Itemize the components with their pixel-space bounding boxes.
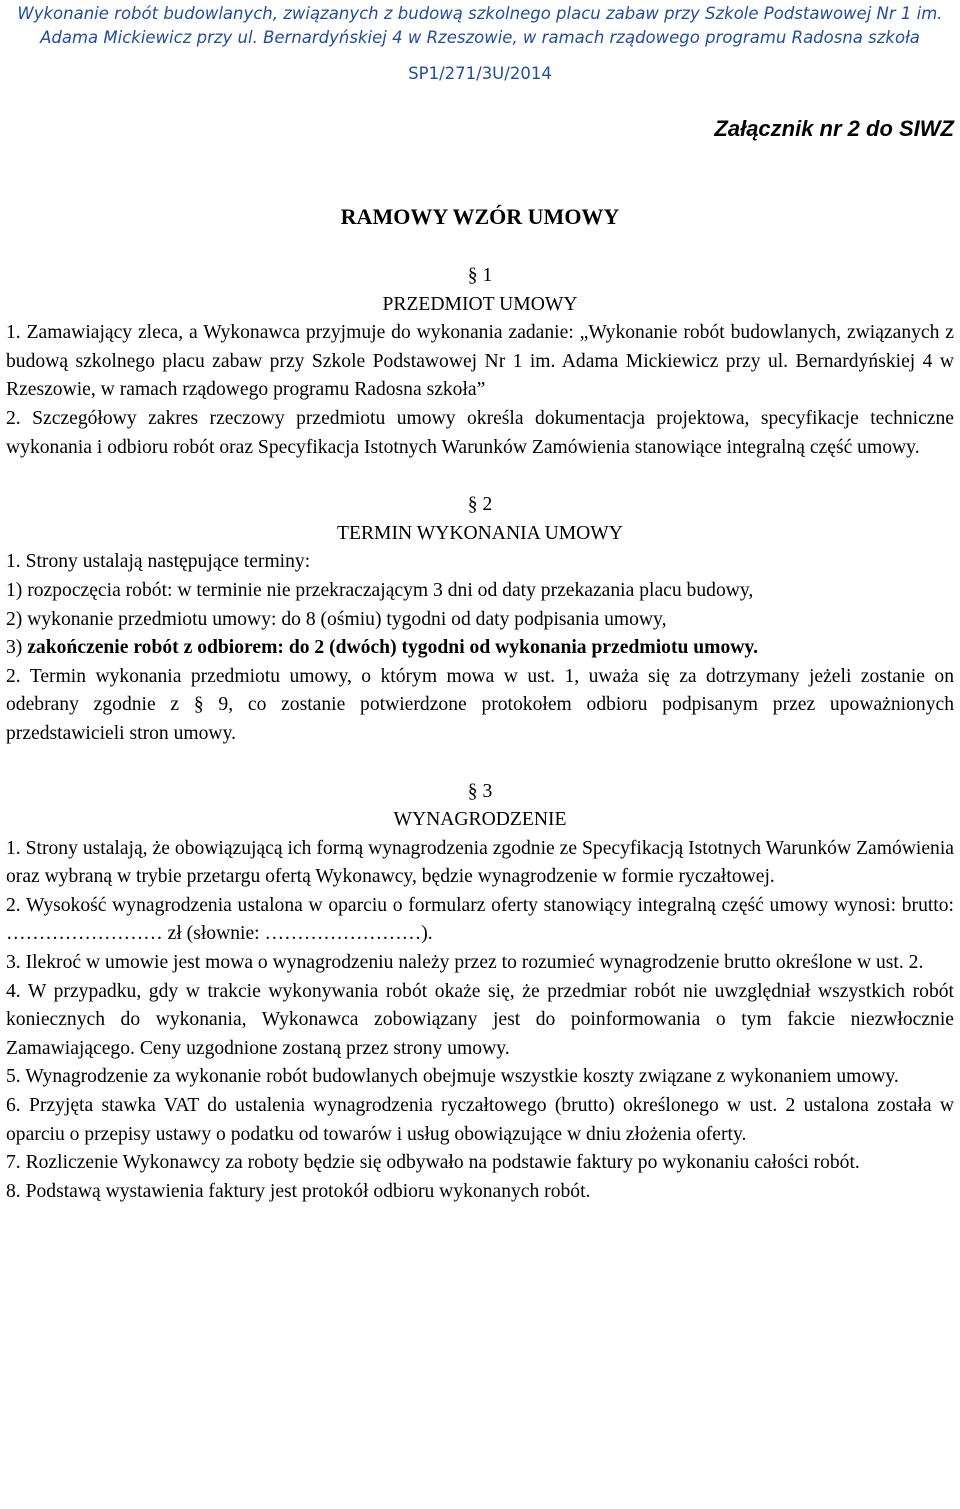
paragraph: 1) rozpoczęcia robót: w terminie nie przekraczającym 3 dni od daty przekazania placu budowy, bbox=[6, 579, 754, 601]
paragraph: 3. Ilekroć w umowie jest mowa o wynagrodzeniu należy przez to rozumieć wynagrodzenie brutto określone w ust. 2. bbox=[6, 952, 924, 974]
section-heading-1 bbox=[6, 262, 954, 319]
paragraph: 6. Przyjęta stawka VAT do ustalenia wynagrodzenia ryczałtowego (brutto) określonego w ust. 2 ustalona została w oparciu o przepisy ustawy o podatku od towarów i usług obowiązujące w dniu złożenia oferty. bbox=[6, 1095, 954, 1145]
section-title: WYNAGRODZENIE bbox=[393, 809, 567, 831]
list-marker: 3) bbox=[6, 637, 28, 659]
paragraph: 4. W przypadku, gdy w trakcie wykonywania robót okaże się, że przedmiar robót nie uwzględniał wszystkich robót koniecznych do wykonania, Wykonawca zobowiązany jest do poinformowania o tym fakcie niezwłocznie Zamawiającego. Ceny uzgodnione zostaną przez strony umowy. bbox=[6, 980, 954, 1059]
paragraph: 1. Strony ustalają następujące terminy: bbox=[6, 551, 311, 573]
section-number: § 1 bbox=[467, 265, 493, 286]
paragraph: 2. Wysokość wynagrodzenia ustalona w oparciu o formularz oferty stanowiący integralną część umowy wynosi: brutto: …………………… zł (słownie: ……………………). bbox=[6, 894, 954, 945]
document-title: RAMOWY WZÓR UMOWY bbox=[340, 204, 620, 229]
header-line-2: Adama Mickiewicz przy ul. Bernardyńskiej 4 w Rzeszowie, w ramach rządowego programu Radosna szkoła bbox=[40, 28, 920, 47]
section-heading-3 bbox=[6, 778, 954, 835]
section-title: TERMIN WYKONANIA UMOWY bbox=[337, 522, 623, 544]
paragraph: 2) wykonanie przedmiotu umowy: do 8 (ośmiu) tygodni od daty podpisania umowy, bbox=[6, 608, 667, 630]
document-body bbox=[6, 262, 954, 1206]
paragraph bbox=[6, 634, 954, 663]
section-number: § 3 bbox=[467, 780, 493, 802]
paragraph: 2. Termin wykonania przedmiotu umowy, o którym mowa w ust. 1, uważa się za dotrzymany jeżeli zostanie on odebrany zgodnie z § 9, co zostanie potwierdzone protokołem odbioru podpisanym przez upoważnionych przedstawicieli stron umowy. bbox=[6, 665, 954, 744]
paragraph: 7. Rozliczenie Wykonawcy za roboty będzie się odbywało na podstawie faktury po wykonaniu całości robót. bbox=[6, 1152, 860, 1174]
paragraph: 1. Strony ustalają, że obowiązującą ich formą wynagrodzenia zgodnie ze Specyfikacją Istotnych Warunków Zamówienia oraz wybraną w trybie przetargu ofertą Wykonawcy, będzie wynagrodzenie w formie ryczałtowej. bbox=[6, 837, 954, 888]
header-line-1: Wykonanie robót budowlanych, związanych z budową szkolnego placu zabaw przy Szkole Podstawowej Nr 1 im. bbox=[17, 4, 943, 23]
paragraph: 1. Zamawiający zleca, a Wykonawca przyjmuje do wykonania zadanie: „Wykonanie robót budowlanych, związanych z budową szkolnego placu zabaw przy Szkole Podstawowej Nr 1 im. Adama Mickiewicz przy ul. Bernardyńskiej 4 w Rzeszowie, w ramach rządowego programu Radosna szkoła” bbox=[6, 322, 954, 401]
section-title: PRZEDMIOT UMOWY bbox=[382, 293, 578, 315]
annex-label: Załącznik nr 2 do SIWZ bbox=[714, 116, 954, 141]
paragraph: 2. Szczegółowy zakres rzeczowy przedmiotu umowy określa dokumentacja projektowa, specyfikacje techniczne wykonania i odbioru robót oraz Specyfikacja Istotnych Warunków Zamówienia stanowiące integralną część umowy. bbox=[6, 407, 954, 458]
header-reference-number: SP1/271/3U/2014 bbox=[408, 64, 552, 83]
paragraph: 5. Wynagrodzenie za wykonanie robót budowlanych obejmuje wszystkie koszty związane z wykonaniem umowy. bbox=[6, 1066, 899, 1088]
section-heading-2 bbox=[6, 491, 954, 548]
paragraph: 8. Podstawą wystawienia faktury jest protokół odbioru wykonanych robót. bbox=[6, 1180, 591, 1202]
section-number: § 2 bbox=[467, 494, 493, 516]
bold-text: zakończenie robót z odbiorem: do 2 (dwóch) tygodni od wykonania przedmiotu umowy. bbox=[27, 637, 759, 659]
